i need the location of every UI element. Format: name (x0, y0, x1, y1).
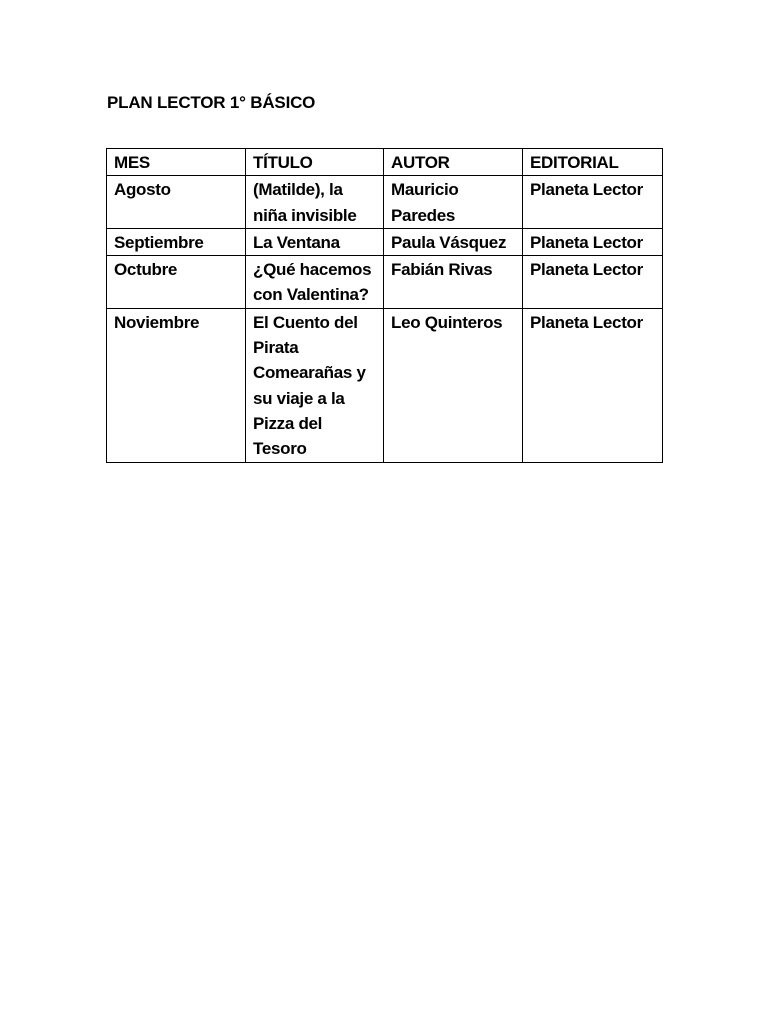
cell-autor: Leo Quinteros (384, 308, 523, 462)
reading-plan-table (106, 148, 663, 463)
table-header-row (107, 149, 663, 176)
cell-mes: Noviembre (107, 308, 246, 462)
header-titulo: TÍTULO (246, 149, 384, 176)
cell-mes: Septiembre (107, 228, 246, 255)
cell-autor: Mauricio Paredes (384, 176, 523, 229)
cell-titulo: El Cuento del Pirata Comearañas y su viaje a la Pizza del Tesoro (246, 308, 384, 462)
table-row (107, 256, 663, 309)
header-editorial: EDITORIAL (523, 149, 663, 176)
header-mes: MES (107, 149, 246, 176)
cell-editorial: Planeta Lector (523, 256, 663, 309)
cell-mes: Octubre (107, 256, 246, 309)
table-row (107, 176, 663, 229)
page-title: PLAN LECTOR 1° BÁSICO (107, 93, 316, 112)
cell-mes: Agosto (107, 176, 246, 229)
cell-titulo: ¿Qué hacemos con Valentina? (246, 256, 384, 309)
cell-autor: Paula Vásquez (384, 228, 523, 255)
cell-titulo: (Matilde), la niña invisible (246, 176, 384, 229)
cell-editorial: Planeta Lector (523, 308, 663, 462)
cell-titulo: La Ventana (246, 228, 384, 255)
table-row (107, 228, 663, 255)
header-autor: AUTOR (384, 149, 523, 176)
table-row (107, 308, 663, 462)
cell-editorial: Planeta Lector (523, 228, 663, 255)
cell-editorial: Planeta Lector (523, 176, 663, 229)
cell-autor: Fabián Rivas (384, 256, 523, 309)
